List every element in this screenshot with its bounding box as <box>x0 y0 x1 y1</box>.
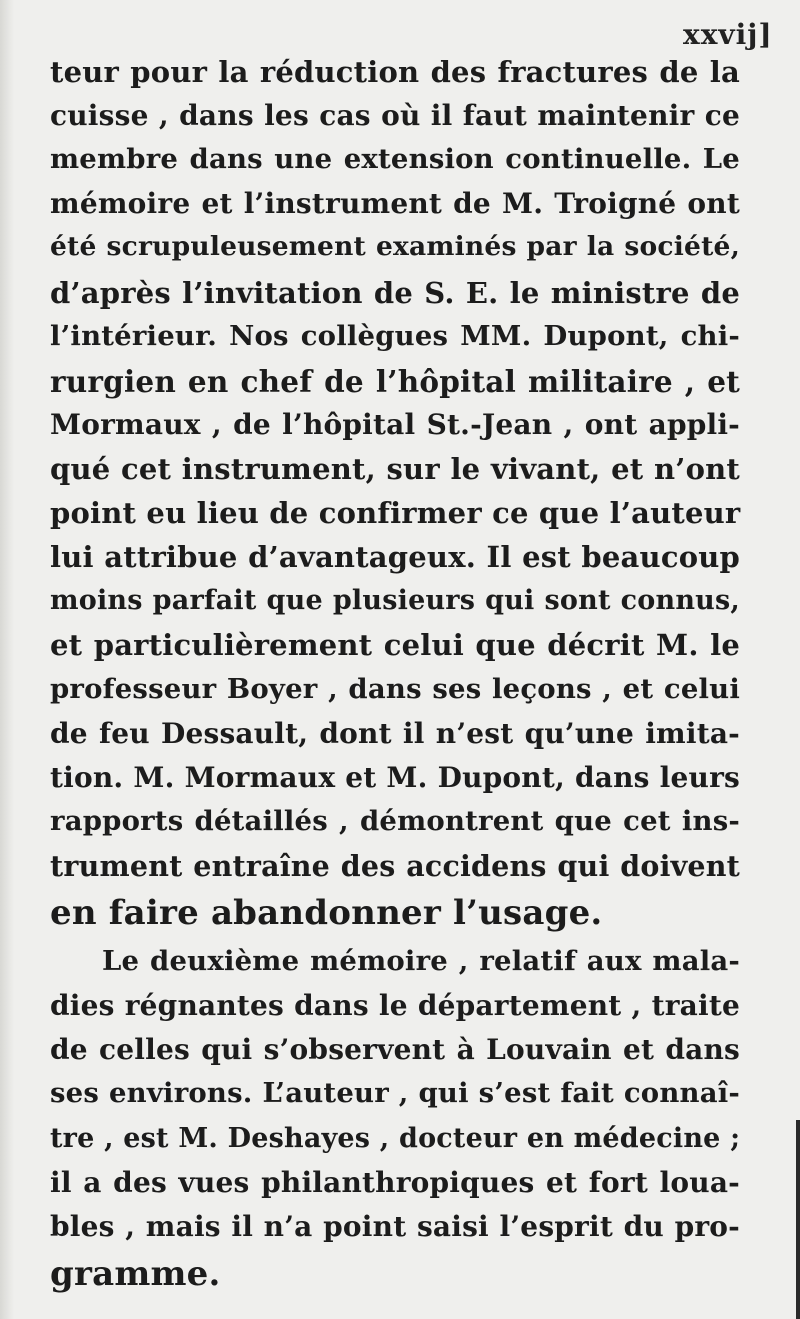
text-line: été scrupuleusement examinés par la société, <box>50 231 740 262</box>
text-line: trument entraîne des accidens qui doivent <box>50 849 740 883</box>
text-line: lui attribue d’avantageux. Il est beaucoup <box>50 540 740 574</box>
page-left-edge <box>0 0 14 1319</box>
text-line: point eu lieu de confirmer ce que l’auteur <box>50 496 741 530</box>
text-line: tion. M. Mormaux et M. Dupont, dans leurs <box>50 761 740 794</box>
text-line: mémoire et l’instrument de M. Troigné ont <box>50 187 740 220</box>
text-line: rapports détaillés , démontrent que cet ins- <box>50 805 740 837</box>
paragraph-start-line: Le deuxième mémoire , relatif aux mala- <box>102 945 740 977</box>
text-line: Mormaux , de l’hôpital St.-Jean , ont appli- <box>50 408 740 441</box>
text-line: de celles qui s’observent à Louvain et dans <box>50 1033 740 1066</box>
text-line: qué cet instrument, sur le vivant, et n’ont <box>50 452 740 486</box>
text-line: il a des vues philanthropiques et fort loua- <box>50 1166 740 1199</box>
text-line: cuisse , dans les cas où il faut maintenir ce <box>50 99 740 132</box>
text-line: bles , mais il n’a point saisi l’esprit du pro- <box>50 1210 740 1243</box>
text-line: moins parfait que plusieurs qui sont connus, <box>50 585 740 616</box>
text-line: membre dans une extension continuelle. Le <box>50 143 740 175</box>
text-line: ses environs. L’auteur , qui s’est fait connaî- <box>50 1077 740 1109</box>
text-line: teur pour la réduction des fractures de la <box>50 55 740 89</box>
text-line: rurgien en chef de l’hôpital militaire , et <box>50 364 740 399</box>
text-line: et particulièrement celui que décrit M. le <box>50 628 740 662</box>
text-line: professeur Boyer , dans ses leçons , et celui <box>50 673 740 705</box>
text-line: tre , est M. Deshayes , docteur en médecine ; <box>50 1123 741 1154</box>
text-line: de feu Dessault, dont il n’est qu’une imita- <box>50 717 740 750</box>
text-line: en faire abandonner l’usage. <box>50 893 603 933</box>
text-line: d’après l’invitation de S. E. le ministre de <box>50 276 740 310</box>
text-line: l’intérieur. Nos collègues MM. Dupont, chi- <box>50 320 740 352</box>
text-line-final: gramme. <box>50 1254 221 1294</box>
text-line: dies régnantes dans le département , traite <box>50 989 740 1022</box>
page-number: xxvij] <box>683 18 773 51</box>
page-right-edge <box>796 1120 800 1319</box>
